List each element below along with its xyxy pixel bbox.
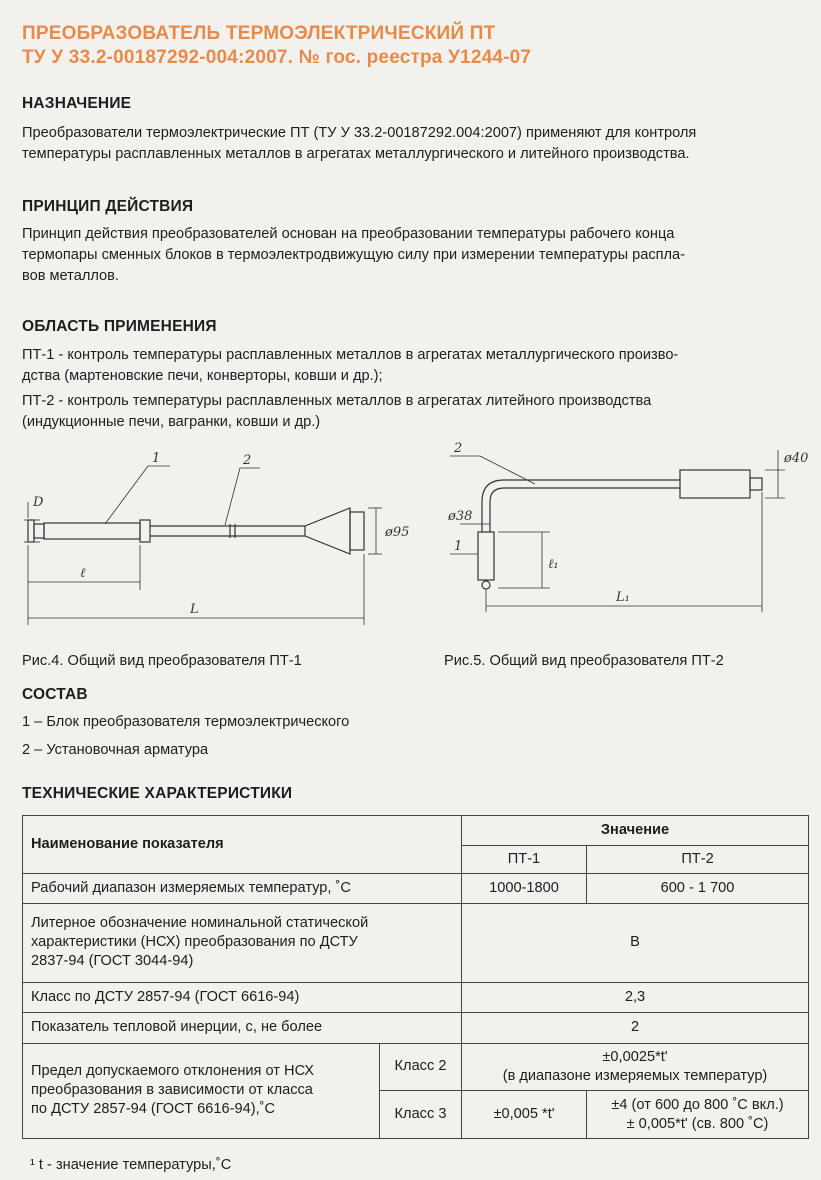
deviation-name	[23, 1043, 380, 1139]
header-pt1: ПТ-1	[462, 846, 587, 873]
deviation-class3-pt1: ±0,005 *t'	[462, 1091, 587, 1139]
table-row	[23, 904, 809, 982]
pt1-callout-2: 2	[243, 453, 252, 468]
footnote: ¹ t - значение температуры,˚С	[30, 1157, 232, 1173]
header-value: Значение	[462, 816, 809, 846]
deviation-line: преобразования в зависимости от класса	[31, 1082, 313, 1099]
application-pt2-line: (индукционные печи, вагранки, ковши и др.)	[22, 414, 321, 430]
inertia-name: Показатель тепловой инерции, с, не более	[23, 1013, 462, 1043]
nsx-value: В	[462, 904, 809, 982]
application-pt2	[22, 391, 807, 433]
pt1-dim-d: D	[33, 495, 44, 510]
figure-pt1-drawing	[20, 450, 420, 640]
pt1-dim-L: L	[190, 602, 199, 617]
deviation-class2-line: (в диапазоне измеряемых температур)	[502, 1067, 768, 1084]
pt2-dim-L1: L₁	[616, 590, 630, 605]
nsx-name	[23, 904, 462, 982]
deviation-class3-pt2-line: ±4 (от 600 до 800 ˚С вкл.)	[611, 1096, 784, 1113]
table-row	[23, 1043, 809, 1091]
composition-item: 2 – Установочная арматура	[22, 742, 209, 758]
deviation-line: по ДСТУ 2857-94 (ГОСТ 6616-94),˚С	[31, 1101, 276, 1118]
pt1-callout-line-1	[105, 466, 148, 524]
title-line-1: ПРЕОБРАЗОВАТЕЛЬ ТЕРМОЭЛЕКТРИЧЕСКИЙ ПТ	[22, 23, 496, 44]
header-pt2: ПТ-2	[587, 846, 809, 873]
composition-item: 1 – Блок преобразователя термоэлектрического	[22, 714, 350, 730]
deviation-class3-pt2-line: ± 0,005*t' (св. 800 ˚С)	[626, 1115, 769, 1132]
composition-heading: СОСТАВ	[22, 686, 88, 703]
purpose-line: Преобразователи термоэлектрические ПТ (ТУ У 33.2-00187292.004:2007) применяют для контроля	[22, 125, 697, 141]
purpose-text	[22, 123, 807, 165]
figure-pt2-caption: Рис.5. Общий вид преобразователя ПТ-2	[444, 653, 724, 669]
inertia-value: 2	[462, 1013, 809, 1043]
pt1-tip-neck	[34, 524, 44, 538]
application-pt1-line: ПТ-1 - контроль температуры расплавленных металлов в агрегатах металлургического произво-	[22, 347, 679, 363]
pt2-callout-2: 2	[454, 441, 463, 456]
deviation-line: Предел допускаемого отклонения от НСХ	[31, 1063, 315, 1080]
figure-pt2-drawing	[440, 440, 810, 630]
pt1-callout-line-2	[225, 468, 240, 525]
pt1-dim-l: ℓ	[80, 566, 86, 581]
principle-line: Принцип действия преобразователей основан на преобразовании температуры рабочего конца	[22, 226, 675, 242]
pt1-cone-head	[305, 508, 350, 554]
pt1-block-tube	[44, 523, 140, 539]
class-name: Класс по ДСТУ 2857-94 (ГОСТ 6616-94)	[23, 982, 462, 1012]
table-row	[23, 873, 809, 903]
document-title	[22, 22, 531, 70]
range-name: Рабочий диапазон измеряемых температур, ˚С	[23, 873, 462, 903]
figure-pt1-caption: Рис.4. Общий вид преобразователя ПТ-1	[22, 653, 302, 669]
title-line-2: ТУ У 33.2-00187292-004:2007. № гос. реестра У1244-07	[22, 47, 532, 68]
deviation-class3-pt2	[587, 1091, 809, 1139]
table-row	[23, 816, 809, 846]
application-pt1-line: дства (мартеновские печи, конверторы, ковши и др.);	[22, 368, 383, 384]
pt2-callout-1: 1	[454, 539, 463, 554]
principle-line: термопары сменных блоков в термоэлектродвижущую силу при измерении температуры распла-	[22, 247, 686, 263]
pt2-dim-40: ø40	[784, 451, 809, 466]
deviation-class3: Класс 3	[380, 1091, 462, 1139]
table-row	[23, 982, 809, 1012]
pt2-block	[478, 532, 494, 580]
pt2-dim-l1: ℓ₁	[548, 557, 559, 572]
application-heading: ОБЛАСТЬ ПРИМЕНЕНИЯ	[22, 318, 217, 335]
table-row	[23, 1013, 809, 1043]
header-name: Наименование показателя	[23, 816, 462, 874]
class-value: 2,3	[462, 982, 809, 1012]
nsx-line: характеристики (НСХ) преобразования по ДСТУ	[31, 934, 358, 951]
pt1-callout-1: 1	[152, 451, 161, 466]
pt2-dim-38: ø38	[448, 509, 473, 524]
pt2-tip	[482, 581, 490, 589]
pt1-coupling	[140, 520, 150, 542]
specs-table	[22, 815, 809, 1139]
application-pt2-line: ПТ-2 - контроль температуры расплавленных металлов в агрегатах литейного производства	[22, 393, 652, 409]
application-pt1	[22, 345, 807, 387]
principle-line: вов металлов.	[22, 268, 119, 284]
nsx-line: Литерное обозначение номинальной статической	[31, 915, 369, 932]
principle-text	[22, 224, 807, 287]
range-pt2: 600 - 1 700	[587, 873, 809, 903]
deviation-class2-value	[462, 1043, 809, 1091]
pt2-head-end	[750, 478, 762, 490]
range-pt1: 1000-1800	[462, 873, 587, 903]
deviation-class2: Класс 2	[380, 1043, 462, 1091]
purpose-line: температуры расплавленных металлов в агрегатах металлургического и литейного производства.	[22, 146, 690, 162]
pt1-tip	[28, 520, 34, 542]
principle-heading: ПРИНЦИП ДЕЙСТВИЯ	[22, 198, 194, 215]
deviation-class2-line: ±0,0025*t'	[602, 1048, 668, 1065]
pt1-dim-95: ø95	[385, 525, 410, 540]
nsx-line: 2837-94 (ГОСТ 3044-94)	[31, 953, 194, 970]
pt1-head-end	[350, 512, 364, 550]
pt2-bent-tube-inner	[490, 488, 680, 532]
pt2-head	[680, 470, 750, 498]
purpose-heading: НАЗНАЧЕНИЕ	[22, 95, 132, 112]
specs-heading: ТЕХНИЧЕСКИЕ ХАРАКТЕРИСТИКИ	[22, 785, 293, 802]
